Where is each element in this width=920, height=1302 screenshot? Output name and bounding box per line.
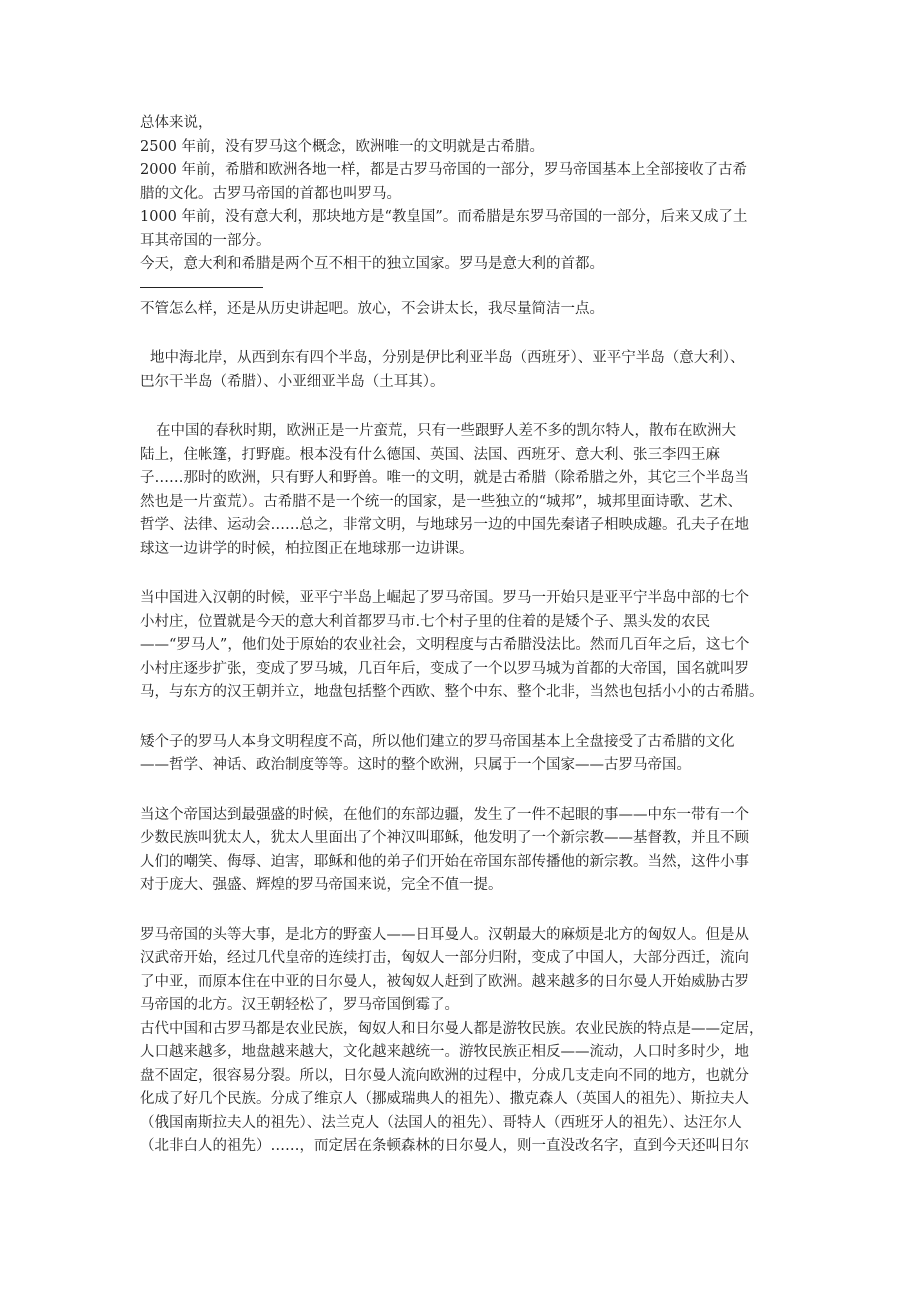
text-line: 小村庄，位置就是今天的意大利首都罗马市.七个村子里的住着的是矮个子、黑头发的农民 (140, 613, 711, 630)
geography-paragraph (140, 347, 790, 394)
text-line: 罗马帝国的头等大事，是北方的野蛮人——日耳曼人。汉朝最大的麻烦是北方的匈奴人。但是从 (140, 926, 749, 943)
text-line: 然也是一片蛮荒）。古希腊不是一个统一的国家，是一些独立的“城邦”，城邦里面诗歌、艺术、 (140, 493, 743, 510)
text-line: （俄国南斯拉夫人的祖先）、法兰克人（法国人的祖先）、哥特人（西班牙人的祖先）、达汪尔人 (140, 1114, 742, 1131)
christianity-paragraph (140, 804, 790, 898)
text-line: ——哲学、神话、政治制度等等。这时的整个欧洲，只属于一个国家——古罗马帝国。 (140, 757, 691, 773)
text-line: 人口越来越多，地盘越来越大，文化越来越统一。游牧民族正相反——流动，人口时多时少，地 (140, 1044, 749, 1060)
text-line: 当中国进入汉朝的时候，亚平宁半岛上崛起了罗马帝国。罗马一开始只是亚平宁半岛中部的七个 (140, 590, 749, 606)
spring-autumn-paragraph (140, 420, 790, 561)
text-line: 球这一边讲学的时候，柏拉图正在地球那一边讲课。 (140, 540, 474, 557)
text-line: 了中亚，而原本住在中亚的日尔曼人，被匈奴人赶到了欧洲。越来越多的日尔曼人开始威胁古罗 (140, 973, 749, 990)
text-line: 2000 年前，希腊和欧洲各地一样，都是古罗马帝国的一部分，罗马帝国基本上全部接收了古希 (140, 162, 748, 178)
text-line: 陆上，住帐篷，打野鹿。根本没有什么德国、英国、法国、西班牙、意大利、张三李四王麻 (140, 446, 720, 463)
text-line: 巴尔干半岛（希腊）、小亚细亚半岛（土耳其）。 (140, 373, 445, 390)
germans-paragraph (140, 924, 790, 1159)
text-line: ——“罗马人”，他们处于原始的农业社会，文明程度与古希腊没法比。然而几百年之后，这七个 (140, 637, 750, 653)
text-line: 人们的嘲笑、侮辱、迫害，耶稣和他的弟子们开始在帝国东部传播他的新宗教。当然，这件小事 (140, 853, 749, 870)
text-line: （北非白人的祖先）……，而定居在条顿森林的日尔曼人，则一直没改名字，直到今天还叫日尔 (140, 1138, 749, 1154)
text-line: 耳其帝国的一部分。 (140, 232, 271, 249)
text-line: 矮个子的罗马人本身文明程度不高，所以他们建立的罗马帝国基本上全盘接受了古希腊的文化 (140, 733, 735, 750)
han-dynasty-paragraph (140, 587, 790, 705)
text-line: 2500 年前，没有罗马这个概念，欧洲唯一的文明就是古希腊。 (140, 138, 545, 155)
text-line: 地中海北岸，从西到东有四个半岛，分别是伊比利亚半岛（西班牙）、亚平宁半岛（意大利）、 (150, 350, 745, 366)
intro-paragraph (140, 298, 790, 322)
text-line: 在中国的春秋时期，欧洲正是一片蛮荒，只有一些跟野人差不多的凯尔特人，散布在欧洲大 (156, 423, 736, 439)
text-line: 化成了好几个民族。分成了维京人（挪威瑞典人的祖先）、撒克森人（英国人的祖先）、斯拉夫人 (140, 1091, 749, 1107)
text-line: 腊的文化。古罗马帝国的首都也叫罗马。 (140, 185, 401, 202)
text-line: 子……那时的欧洲，只有野人和野兽。唯一的文明，就是古希腊（除希腊之外，其它三个半岛当 (140, 470, 749, 486)
text-line: 1000 年前，没有意大利，那块地方是“教皇国”。而希腊是东罗马帝国的一部分，后来又成了土 (140, 209, 748, 225)
text-line: 今天，意大利和希腊是两个互不相干的独立国家。罗马是意大利的首都。 (140, 256, 604, 272)
text-line: 总体来说， (140, 115, 213, 131)
text-line: 小村庄逐步扩张，变成了罗马城，几百年后，变成了一个以罗马城为首都的大帝国，国名就叫罗 (140, 660, 749, 677)
document-page (140, 112, 790, 1159)
text-line: 盘不固定，很容易分裂。所以，日尔曼人流向欧洲的过程中，分成几支走向不同的地方，也就分 (140, 1067, 749, 1084)
text-line: 少数民族叫犹太人，犹太人里面出了个神汉叫耶稣，他发明了一个新宗教——基督教，并且不顾 (140, 830, 749, 846)
text-line: 汉武帝开始，经过几代皇帝的连续打击，匈奴人一部分归附，变成了中国人，大部分西迁，流向 (140, 950, 749, 966)
text-line: 马，与东方的汉王朝并立，地盘包括整个西欧、整个中东、整个北非，当然也包括小小的古希腊。 (140, 684, 764, 700)
text-line: 古代中国和古罗马都是农业民族，匈奴人和日尔曼人都是游牧民族。农业民族的特点是——定居， (140, 1020, 764, 1037)
text-line: 对于庞大、强盛、辉煌的罗马帝国来说，完全不值一提。 (140, 877, 503, 893)
text-line: 马帝国的北方。汉王朝轻松了，罗马帝国倒霉了。 (140, 997, 459, 1013)
summary-section (140, 112, 790, 277)
culture-paragraph (140, 731, 790, 778)
text-line: 不管怎么样，还是从历史讲起吧。放心，不会讲太长，我尽量简洁一点。 (140, 300, 604, 317)
text-line: 哲学、法律、运动会……总之，非常文明，与地球另一边的中国先秦诸子相映成趣。孔夫子在地 (140, 517, 749, 533)
horizontal-divider (140, 287, 263, 288)
text-line: 当这个帝国达到最强盛的时候，在他们的东部边疆，发生了一件不起眼的事——中东一带有一个 (140, 806, 749, 823)
